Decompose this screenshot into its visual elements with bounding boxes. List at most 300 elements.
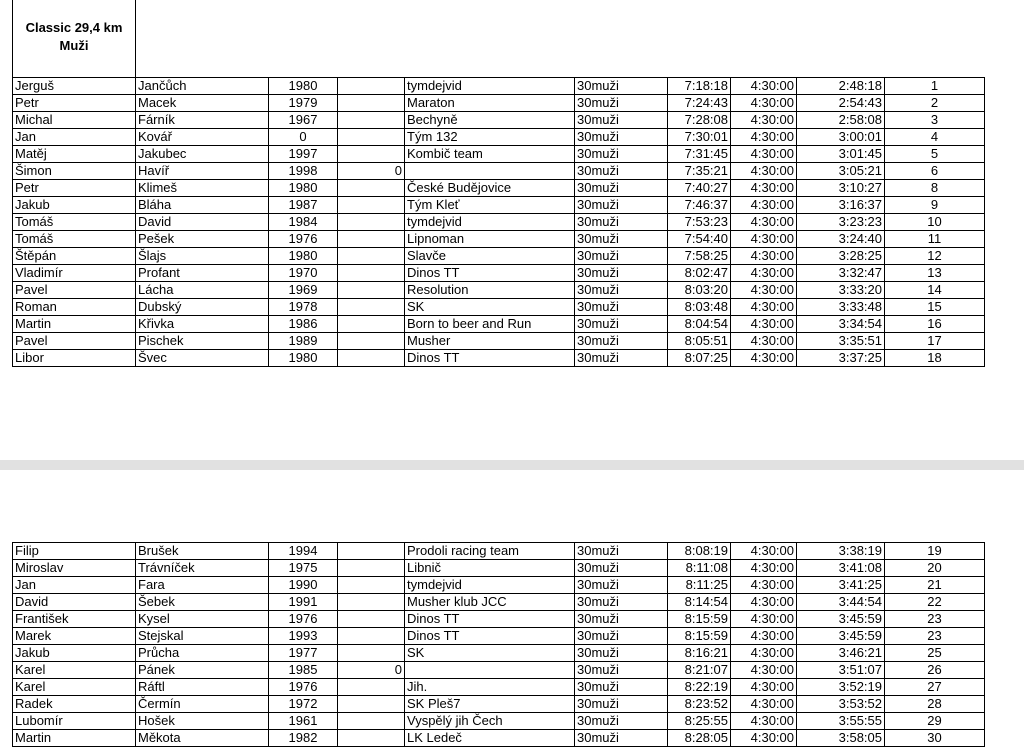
- finish-time-cell: 7:40:27: [668, 179, 731, 196]
- category-cell: 30muži: [575, 264, 668, 281]
- category-cell: 30muži: [575, 679, 668, 696]
- first-name-cell: Pavel: [13, 281, 136, 298]
- finish-time-cell: 7:18:18: [668, 77, 731, 94]
- first-name-cell: Matěj: [13, 145, 136, 162]
- last-name-cell: Trávníček: [136, 560, 269, 577]
- finish-time-cell: 8:03:48: [668, 298, 731, 315]
- finish-time-cell: 8:15:59: [668, 611, 731, 628]
- last-name-cell: Bláha: [136, 196, 269, 213]
- table-row: [13, 645, 985, 662]
- result-time-cell: 3:55:55: [797, 713, 885, 730]
- empty-cell: [338, 713, 405, 730]
- birth-year-cell: 1998: [269, 162, 338, 179]
- finish-time-cell: 8:11:25: [668, 577, 731, 594]
- first-name-cell: Radek: [13, 696, 136, 713]
- table-row: [13, 179, 985, 196]
- last-name-cell: Fárník: [136, 111, 269, 128]
- category-cell: 30muži: [575, 315, 668, 332]
- result-time-cell: 3:24:40: [797, 230, 885, 247]
- category-cell: 30muži: [575, 298, 668, 315]
- category-cell: 30muži: [575, 662, 668, 679]
- first-name-cell: David: [13, 594, 136, 611]
- table-row: [13, 332, 985, 349]
- base-time-cell: 4:30:00: [731, 628, 797, 645]
- team-cell: Tým Kleť: [405, 196, 575, 213]
- first-name-cell: František: [13, 611, 136, 628]
- header-row: [13, 0, 985, 77]
- empty-cell: [338, 281, 405, 298]
- rank-cell: 20: [885, 560, 985, 577]
- category-subtitle: Muži: [59, 38, 89, 54]
- first-name-cell: Jakub: [13, 196, 136, 213]
- table-row: [13, 696, 985, 713]
- birth-year-cell: 1990: [269, 577, 338, 594]
- birth-year-cell: 1970: [269, 264, 338, 281]
- team-cell: České Budějovice: [405, 179, 575, 196]
- result-time-cell: 3:51:07: [797, 662, 885, 679]
- base-time-cell: 4:30:00: [731, 179, 797, 196]
- rank-cell: 11: [885, 230, 985, 247]
- base-time-cell: 4:30:00: [731, 594, 797, 611]
- birth-year-cell: 1997: [269, 145, 338, 162]
- empty-cell: [338, 111, 405, 128]
- category-cell: 30muži: [575, 611, 668, 628]
- result-time-cell: 3:37:25: [797, 349, 885, 366]
- rank-cell: 29: [885, 713, 985, 730]
- table-row: [13, 662, 985, 679]
- empty-cell: [338, 628, 405, 645]
- base-time-cell: 4:30:00: [731, 577, 797, 594]
- rank-cell: 18: [885, 349, 985, 366]
- empty-cell: [338, 332, 405, 349]
- finish-time-cell: 7:28:08: [668, 111, 731, 128]
- team-cell: SK: [405, 645, 575, 662]
- first-name-cell: Filip: [13, 543, 136, 560]
- category-cell: 30muži: [575, 628, 668, 645]
- result-time-cell: 3:32:47: [797, 264, 885, 281]
- result-time-cell: 3:33:20: [797, 281, 885, 298]
- table-row: [13, 560, 985, 577]
- base-time-cell: 4:30:00: [731, 298, 797, 315]
- result-time-cell: 3:41:08: [797, 560, 885, 577]
- last-name-cell: Fara: [136, 577, 269, 594]
- category-cell: 30muži: [575, 94, 668, 111]
- team-cell: Musher klub JCC: [405, 594, 575, 611]
- base-time-cell: 4:30:00: [731, 128, 797, 145]
- last-name-cell: Dubský: [136, 298, 269, 315]
- page-2: [0, 470, 1024, 752]
- finish-time-cell: 7:24:43: [668, 94, 731, 111]
- birth-year-cell: 1976: [269, 230, 338, 247]
- header-blank-cell: [731, 0, 797, 77]
- team-cell: LK Ledeč: [405, 730, 575, 747]
- result-time-cell: 3:58:05: [797, 730, 885, 747]
- last-name-cell: Měkota: [136, 730, 269, 747]
- table-row: [13, 298, 985, 315]
- empty-cell: [338, 77, 405, 94]
- finish-time-cell: 8:14:54: [668, 594, 731, 611]
- team-cell: Maraton: [405, 94, 575, 111]
- rank-cell: 15: [885, 298, 985, 315]
- first-name-cell: Karel: [13, 662, 136, 679]
- team-cell: tymdejvid: [405, 577, 575, 594]
- team-cell: Tým 132: [405, 128, 575, 145]
- first-name-cell: Petr: [13, 94, 136, 111]
- header-blank-cell: [885, 0, 985, 77]
- result-time-cell: 3:23:23: [797, 213, 885, 230]
- last-name-cell: Pešek: [136, 230, 269, 247]
- first-name-cell: Tomáš: [13, 230, 136, 247]
- category-cell: 30muži: [575, 196, 668, 213]
- birth-year-cell: 1986: [269, 315, 338, 332]
- category-title-cell: [13, 0, 136, 77]
- rank-cell: 19: [885, 543, 985, 560]
- result-time-cell: 3:35:51: [797, 332, 885, 349]
- last-name-cell: Šlajs: [136, 247, 269, 264]
- category-cell: 30muži: [575, 560, 668, 577]
- base-time-cell: 4:30:00: [731, 645, 797, 662]
- table-row: [13, 349, 985, 366]
- category-cell: 30muži: [575, 332, 668, 349]
- rank-cell: 17: [885, 332, 985, 349]
- base-time-cell: 4:30:00: [731, 730, 797, 747]
- finish-time-cell: 8:21:07: [668, 662, 731, 679]
- empty-cell: [338, 594, 405, 611]
- results-body-page-1: [13, 0, 985, 366]
- team-cell: Kombič team: [405, 145, 575, 162]
- result-time-cell: 3:10:27: [797, 179, 885, 196]
- category-cell: 30muži: [575, 230, 668, 247]
- birth-year-cell: 1961: [269, 713, 338, 730]
- finish-time-cell: 7:30:01: [668, 128, 731, 145]
- team-cell: Born to beer and Run: [405, 315, 575, 332]
- base-time-cell: 4:30:00: [731, 162, 797, 179]
- team-cell: Slavče: [405, 247, 575, 264]
- table-row: [13, 730, 985, 747]
- birth-year-cell: 1993: [269, 628, 338, 645]
- empty-cell: [338, 128, 405, 145]
- results-table-page-2: [12, 542, 985, 747]
- birth-year-cell: 1976: [269, 679, 338, 696]
- last-name-cell: Křivka: [136, 315, 269, 332]
- rank-cell: 22: [885, 594, 985, 611]
- last-name-cell: Stejskal: [136, 628, 269, 645]
- birth-year-cell: 1980: [269, 349, 338, 366]
- rank-cell: 23: [885, 611, 985, 628]
- result-time-cell: 3:01:45: [797, 145, 885, 162]
- first-name-cell: Jan: [13, 577, 136, 594]
- base-time-cell: 4:30:00: [731, 349, 797, 366]
- category-cell: 30muži: [575, 247, 668, 264]
- team-cell: Dinos TT: [405, 349, 575, 366]
- results-table-page-1: [12, 0, 985, 367]
- rank-cell: 10: [885, 213, 985, 230]
- team-cell: Bechyně: [405, 111, 575, 128]
- birth-year-cell: 1980: [269, 179, 338, 196]
- header-blank-cell: [575, 0, 668, 77]
- last-name-cell: Pánek: [136, 662, 269, 679]
- rank-cell: 30: [885, 730, 985, 747]
- base-time-cell: 4:30:00: [731, 679, 797, 696]
- table-row: [13, 145, 985, 162]
- base-time-cell: 4:30:00: [731, 264, 797, 281]
- category-cell: 30muži: [575, 128, 668, 145]
- last-name-cell: Lácha: [136, 281, 269, 298]
- result-time-cell: 3:16:37: [797, 196, 885, 213]
- birth-year-cell: 1985: [269, 662, 338, 679]
- table-row: [13, 128, 985, 145]
- birth-year-cell: 1991: [269, 594, 338, 611]
- first-name-cell: Jerguš: [13, 77, 136, 94]
- category-cell: 30muži: [575, 696, 668, 713]
- finish-time-cell: 8:23:52: [668, 696, 731, 713]
- table-row: [13, 230, 985, 247]
- first-name-cell: Karel: [13, 679, 136, 696]
- base-time-cell: 4:30:00: [731, 196, 797, 213]
- rank-cell: 4: [885, 128, 985, 145]
- last-name-cell: Profant: [136, 264, 269, 281]
- table-row: [13, 94, 985, 111]
- birth-year-cell: 1980: [269, 247, 338, 264]
- base-time-cell: 4:30:00: [731, 713, 797, 730]
- rank-cell: 12: [885, 247, 985, 264]
- base-time-cell: 4:30:00: [731, 77, 797, 94]
- last-name-cell: Jančůch: [136, 77, 269, 94]
- finish-time-cell: 8:11:08: [668, 560, 731, 577]
- table-row: [13, 281, 985, 298]
- last-name-cell: Brušek: [136, 543, 269, 560]
- category-cell: 30muži: [575, 213, 668, 230]
- birth-year-cell: 1980: [269, 77, 338, 94]
- finish-time-cell: 7:46:37: [668, 196, 731, 213]
- table-row: [13, 628, 985, 645]
- empty-cell: [338, 196, 405, 213]
- empty-cell: [338, 543, 405, 560]
- finish-time-cell: 8:08:19: [668, 543, 731, 560]
- category-cell: 30muži: [575, 162, 668, 179]
- first-name-cell: Šimon: [13, 162, 136, 179]
- rank-cell: 2: [885, 94, 985, 111]
- first-name-cell: Martin: [13, 315, 136, 332]
- team-cell: Musher: [405, 332, 575, 349]
- team-cell: SK Pleš7: [405, 696, 575, 713]
- empty-cell: [338, 94, 405, 111]
- category-cell: 30muži: [575, 179, 668, 196]
- first-name-cell: Marek: [13, 628, 136, 645]
- base-time-cell: 4:30:00: [731, 281, 797, 298]
- category-cell: 30muži: [575, 111, 668, 128]
- result-time-cell: 3:38:19: [797, 543, 885, 560]
- birth-year-cell: 1979: [269, 94, 338, 111]
- empty-cell: [338, 679, 405, 696]
- rank-cell: 8: [885, 179, 985, 196]
- finish-time-cell: 8:15:59: [668, 628, 731, 645]
- result-time-cell: 3:46:21: [797, 645, 885, 662]
- rank-cell: 25: [885, 645, 985, 662]
- category-cell: 30muži: [575, 349, 668, 366]
- category-cell: 30muži: [575, 281, 668, 298]
- team-cell: Dinos TT: [405, 628, 575, 645]
- base-time-cell: 4:30:00: [731, 662, 797, 679]
- table-row: [13, 577, 985, 594]
- team-cell: Lipnoman: [405, 230, 575, 247]
- birth-year-cell: 1976: [269, 611, 338, 628]
- category-cell: 30muži: [575, 543, 668, 560]
- table-row: [13, 315, 985, 332]
- empty-cell: [338, 179, 405, 196]
- empty-cell: [338, 230, 405, 247]
- table-row: [13, 162, 985, 179]
- birth-year-cell: 1972: [269, 696, 338, 713]
- result-time-cell: 3:33:48: [797, 298, 885, 315]
- finish-time-cell: 8:07:25: [668, 349, 731, 366]
- team-cell: Jih.: [405, 679, 575, 696]
- finish-time-cell: 8:02:47: [668, 264, 731, 281]
- team-cell: Vyspělý jih Čech: [405, 713, 575, 730]
- birth-year-cell: 1994: [269, 543, 338, 560]
- result-time-cell: 3:00:01: [797, 128, 885, 145]
- last-name-cell: Jakubec: [136, 145, 269, 162]
- rank-cell: 28: [885, 696, 985, 713]
- page-separator: [0, 460, 1024, 470]
- rank-cell: 6: [885, 162, 985, 179]
- first-name-cell: Miroslav: [13, 560, 136, 577]
- first-name-cell: Petr: [13, 179, 136, 196]
- base-time-cell: 4:30:00: [731, 696, 797, 713]
- table-row: [13, 77, 985, 94]
- empty-cell: [338, 349, 405, 366]
- rank-cell: 16: [885, 315, 985, 332]
- finish-time-cell: 8:22:19: [668, 679, 731, 696]
- base-time-cell: 4:30:00: [731, 213, 797, 230]
- last-name-cell: Ráftl: [136, 679, 269, 696]
- header-blank-cell: [668, 0, 731, 77]
- team-cell: SK: [405, 298, 575, 315]
- rank-cell: 3: [885, 111, 985, 128]
- last-name-cell: Kovář: [136, 128, 269, 145]
- empty-cell: [338, 213, 405, 230]
- birth-year-cell: 1977: [269, 645, 338, 662]
- empty-cell: [338, 577, 405, 594]
- first-name-cell: Jan: [13, 128, 136, 145]
- rank-cell: 13: [885, 264, 985, 281]
- finish-time-cell: 7:53:23: [668, 213, 731, 230]
- last-name-cell: Pischek: [136, 332, 269, 349]
- base-time-cell: 4:30:00: [731, 543, 797, 560]
- table-row: [13, 543, 985, 560]
- empty-cell: [338, 696, 405, 713]
- table-row: [13, 264, 985, 281]
- birth-year-cell: 1975: [269, 560, 338, 577]
- rank-cell: 27: [885, 679, 985, 696]
- empty-cell: [338, 560, 405, 577]
- result-time-cell: 3:28:25: [797, 247, 885, 264]
- results-body-page-2: [13, 543, 985, 747]
- last-name-cell: Macek: [136, 94, 269, 111]
- header-blank-cell: [405, 0, 575, 77]
- birth-year-cell: 1969: [269, 281, 338, 298]
- header-blank-cell: [797, 0, 885, 77]
- first-name-cell: Štěpán: [13, 247, 136, 264]
- last-name-cell: Průcha: [136, 645, 269, 662]
- table-row: [13, 111, 985, 128]
- base-time-cell: 4:30:00: [731, 611, 797, 628]
- first-name-cell: Libor: [13, 349, 136, 366]
- table-row: [13, 611, 985, 628]
- last-name-cell: Hošek: [136, 713, 269, 730]
- result-time-cell: 3:45:59: [797, 628, 885, 645]
- result-time-cell: 3:41:25: [797, 577, 885, 594]
- category-cell: 30muži: [575, 577, 668, 594]
- first-name-cell: Tomáš: [13, 213, 136, 230]
- finish-time-cell: 8:05:51: [668, 332, 731, 349]
- base-time-cell: 4:30:00: [731, 94, 797, 111]
- base-time-cell: 4:30:00: [731, 145, 797, 162]
- team-cell: 0: [338, 162, 405, 179]
- team-cell: 0: [338, 662, 405, 679]
- first-name-cell: Michal: [13, 111, 136, 128]
- result-time-cell: 2:58:08: [797, 111, 885, 128]
- category-cell: 30muži: [575, 645, 668, 662]
- team-cell: Dinos TT: [405, 264, 575, 281]
- birth-year-cell: 1989: [269, 332, 338, 349]
- table-row: [13, 213, 985, 230]
- base-time-cell: 4:30:00: [731, 230, 797, 247]
- base-time-cell: 4:30:00: [731, 560, 797, 577]
- last-name-cell: Čermín: [136, 696, 269, 713]
- finish-time-cell: 8:03:20: [668, 281, 731, 298]
- finish-time-cell: 7:58:25: [668, 247, 731, 264]
- finish-time-cell: 8:28:05: [668, 730, 731, 747]
- empty-cell: [338, 298, 405, 315]
- rank-cell: 5: [885, 145, 985, 162]
- category-cell: 30muži: [575, 713, 668, 730]
- empty-cell: [338, 247, 405, 264]
- result-time-cell: 3:53:52: [797, 696, 885, 713]
- birth-year-cell: 1978: [269, 298, 338, 315]
- first-name-cell: Vladimír: [13, 264, 136, 281]
- header-blank-cell: [338, 0, 405, 77]
- finish-time-cell: 7:31:45: [668, 145, 731, 162]
- table-row: [13, 713, 985, 730]
- rank-cell: 21: [885, 577, 985, 594]
- last-name-cell: Šebek: [136, 594, 269, 611]
- first-name-cell: Jakub: [13, 645, 136, 662]
- birth-year-cell: 1982: [269, 730, 338, 747]
- finish-time-cell: 7:35:21: [668, 162, 731, 179]
- table-row: [13, 196, 985, 213]
- team-cell: Dinos TT: [405, 611, 575, 628]
- rank-cell: 23: [885, 628, 985, 645]
- team-cell: Libnič: [405, 560, 575, 577]
- team-cell: tymdejvid: [405, 77, 575, 94]
- first-name-cell: Lubomír: [13, 713, 136, 730]
- result-time-cell: 2:48:18: [797, 77, 885, 94]
- first-name-cell: Pavel: [13, 332, 136, 349]
- birth-year-cell: 1987: [269, 196, 338, 213]
- table-row: [13, 679, 985, 696]
- category-cell: 30muži: [575, 145, 668, 162]
- table-row: [13, 594, 985, 611]
- result-time-cell: 3:45:59: [797, 611, 885, 628]
- empty-cell: [338, 611, 405, 628]
- team-cell: Resolution: [405, 281, 575, 298]
- last-name-cell: David: [136, 213, 269, 230]
- result-time-cell: 3:05:21: [797, 162, 885, 179]
- empty-cell: [338, 315, 405, 332]
- base-time-cell: 4:30:00: [731, 111, 797, 128]
- finish-time-cell: 8:25:55: [668, 713, 731, 730]
